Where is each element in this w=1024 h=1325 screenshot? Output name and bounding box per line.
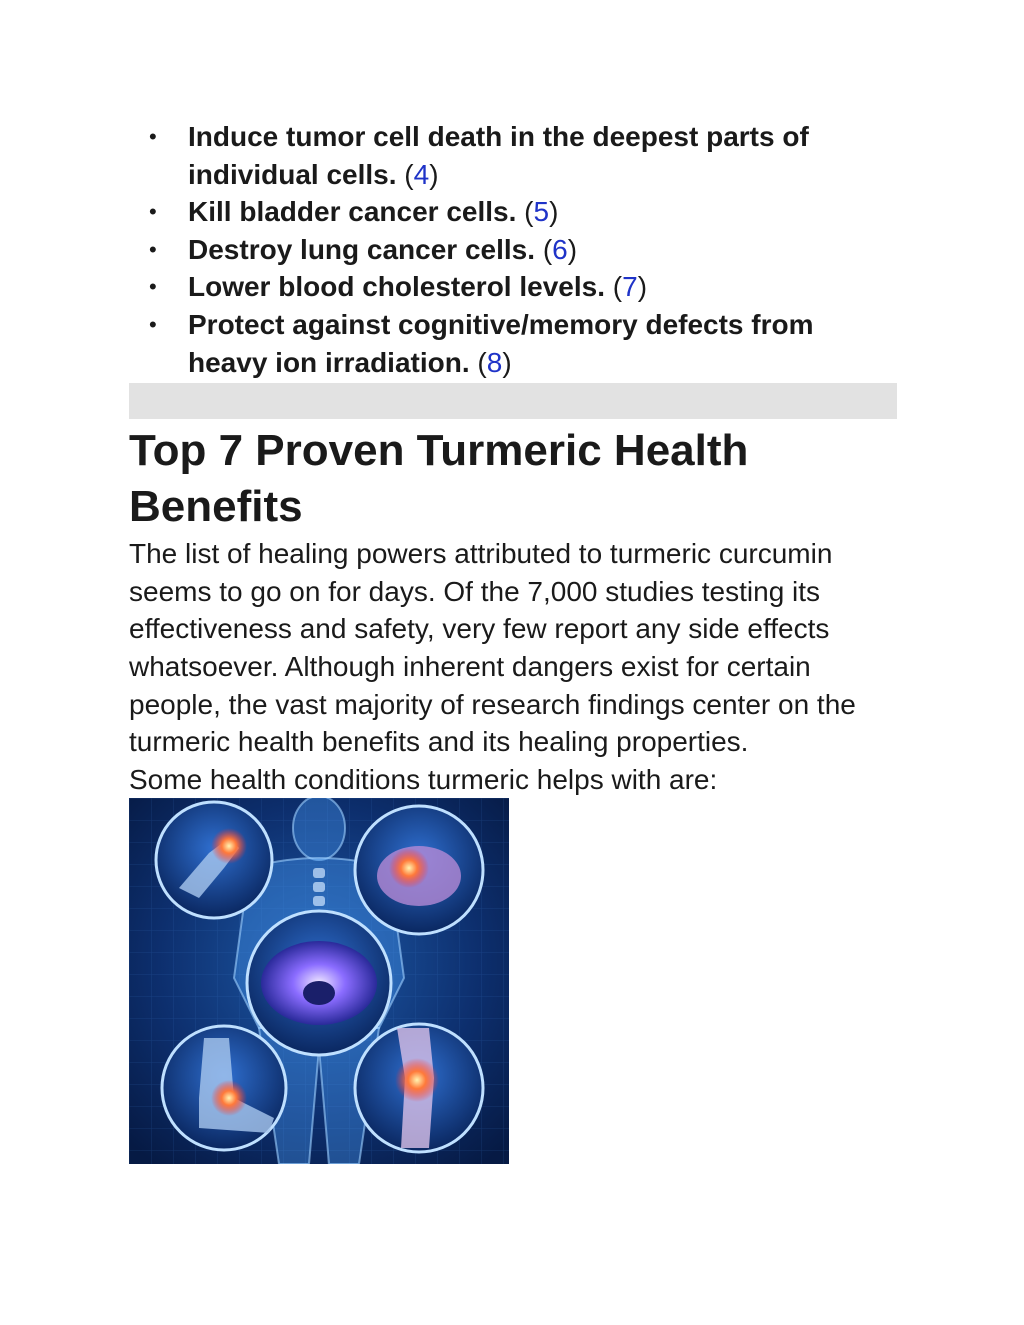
reference-link[interactable]: 6	[552, 233, 568, 265]
list-item: • Destroy lung cancer cells. (6)	[129, 231, 897, 269]
body-joints-image	[129, 798, 509, 1164]
divider-bar	[129, 383, 897, 419]
bullet-icon: •	[149, 124, 157, 149]
list-item: • Kill bladder cancer cells. (5)	[129, 193, 897, 231]
reference-link[interactable]: 5	[533, 196, 550, 228]
section-title: Top 7 Proven Turmeric Health Benefits	[129, 426, 749, 532]
joint-pain-illustration	[129, 798, 509, 1164]
bullet-icon: •	[149, 199, 157, 225]
list-item: • Lower blood cholesterol levels. (7)	[129, 268, 897, 306]
bullet-icon: •	[149, 236, 157, 262]
reference-link[interactable]: 8	[486, 346, 503, 378]
reference-link[interactable]: 7	[622, 271, 638, 303]
bullet-icon: •	[149, 311, 157, 337]
list-item: • Protect against cognitive/memory defects from heavy ion irradiation. (8)	[129, 306, 897, 381]
conditions-lead: Some health conditions turmeric helps with are:	[129, 763, 718, 795]
reference-link[interactable]: 4	[413, 158, 430, 190]
benefits-list	[129, 118, 897, 381]
list-item: • Induce tumor cell death in the deepest parts of individual cells. (4)	[129, 118, 897, 193]
intro-paragraph: The list of healing powers attributed to turmeric curcumin seems to go on for days. Of the 7,000 studies testing its effectiveness and safety, very few report any side effects whatsoever. Although inherent dangers exist for certain people, the vast majority of research findings center on the turmeric health benefits and its healing properties.	[129, 538, 856, 758]
article-content	[129, 118, 897, 1164]
bullet-icon: •	[149, 274, 157, 300]
